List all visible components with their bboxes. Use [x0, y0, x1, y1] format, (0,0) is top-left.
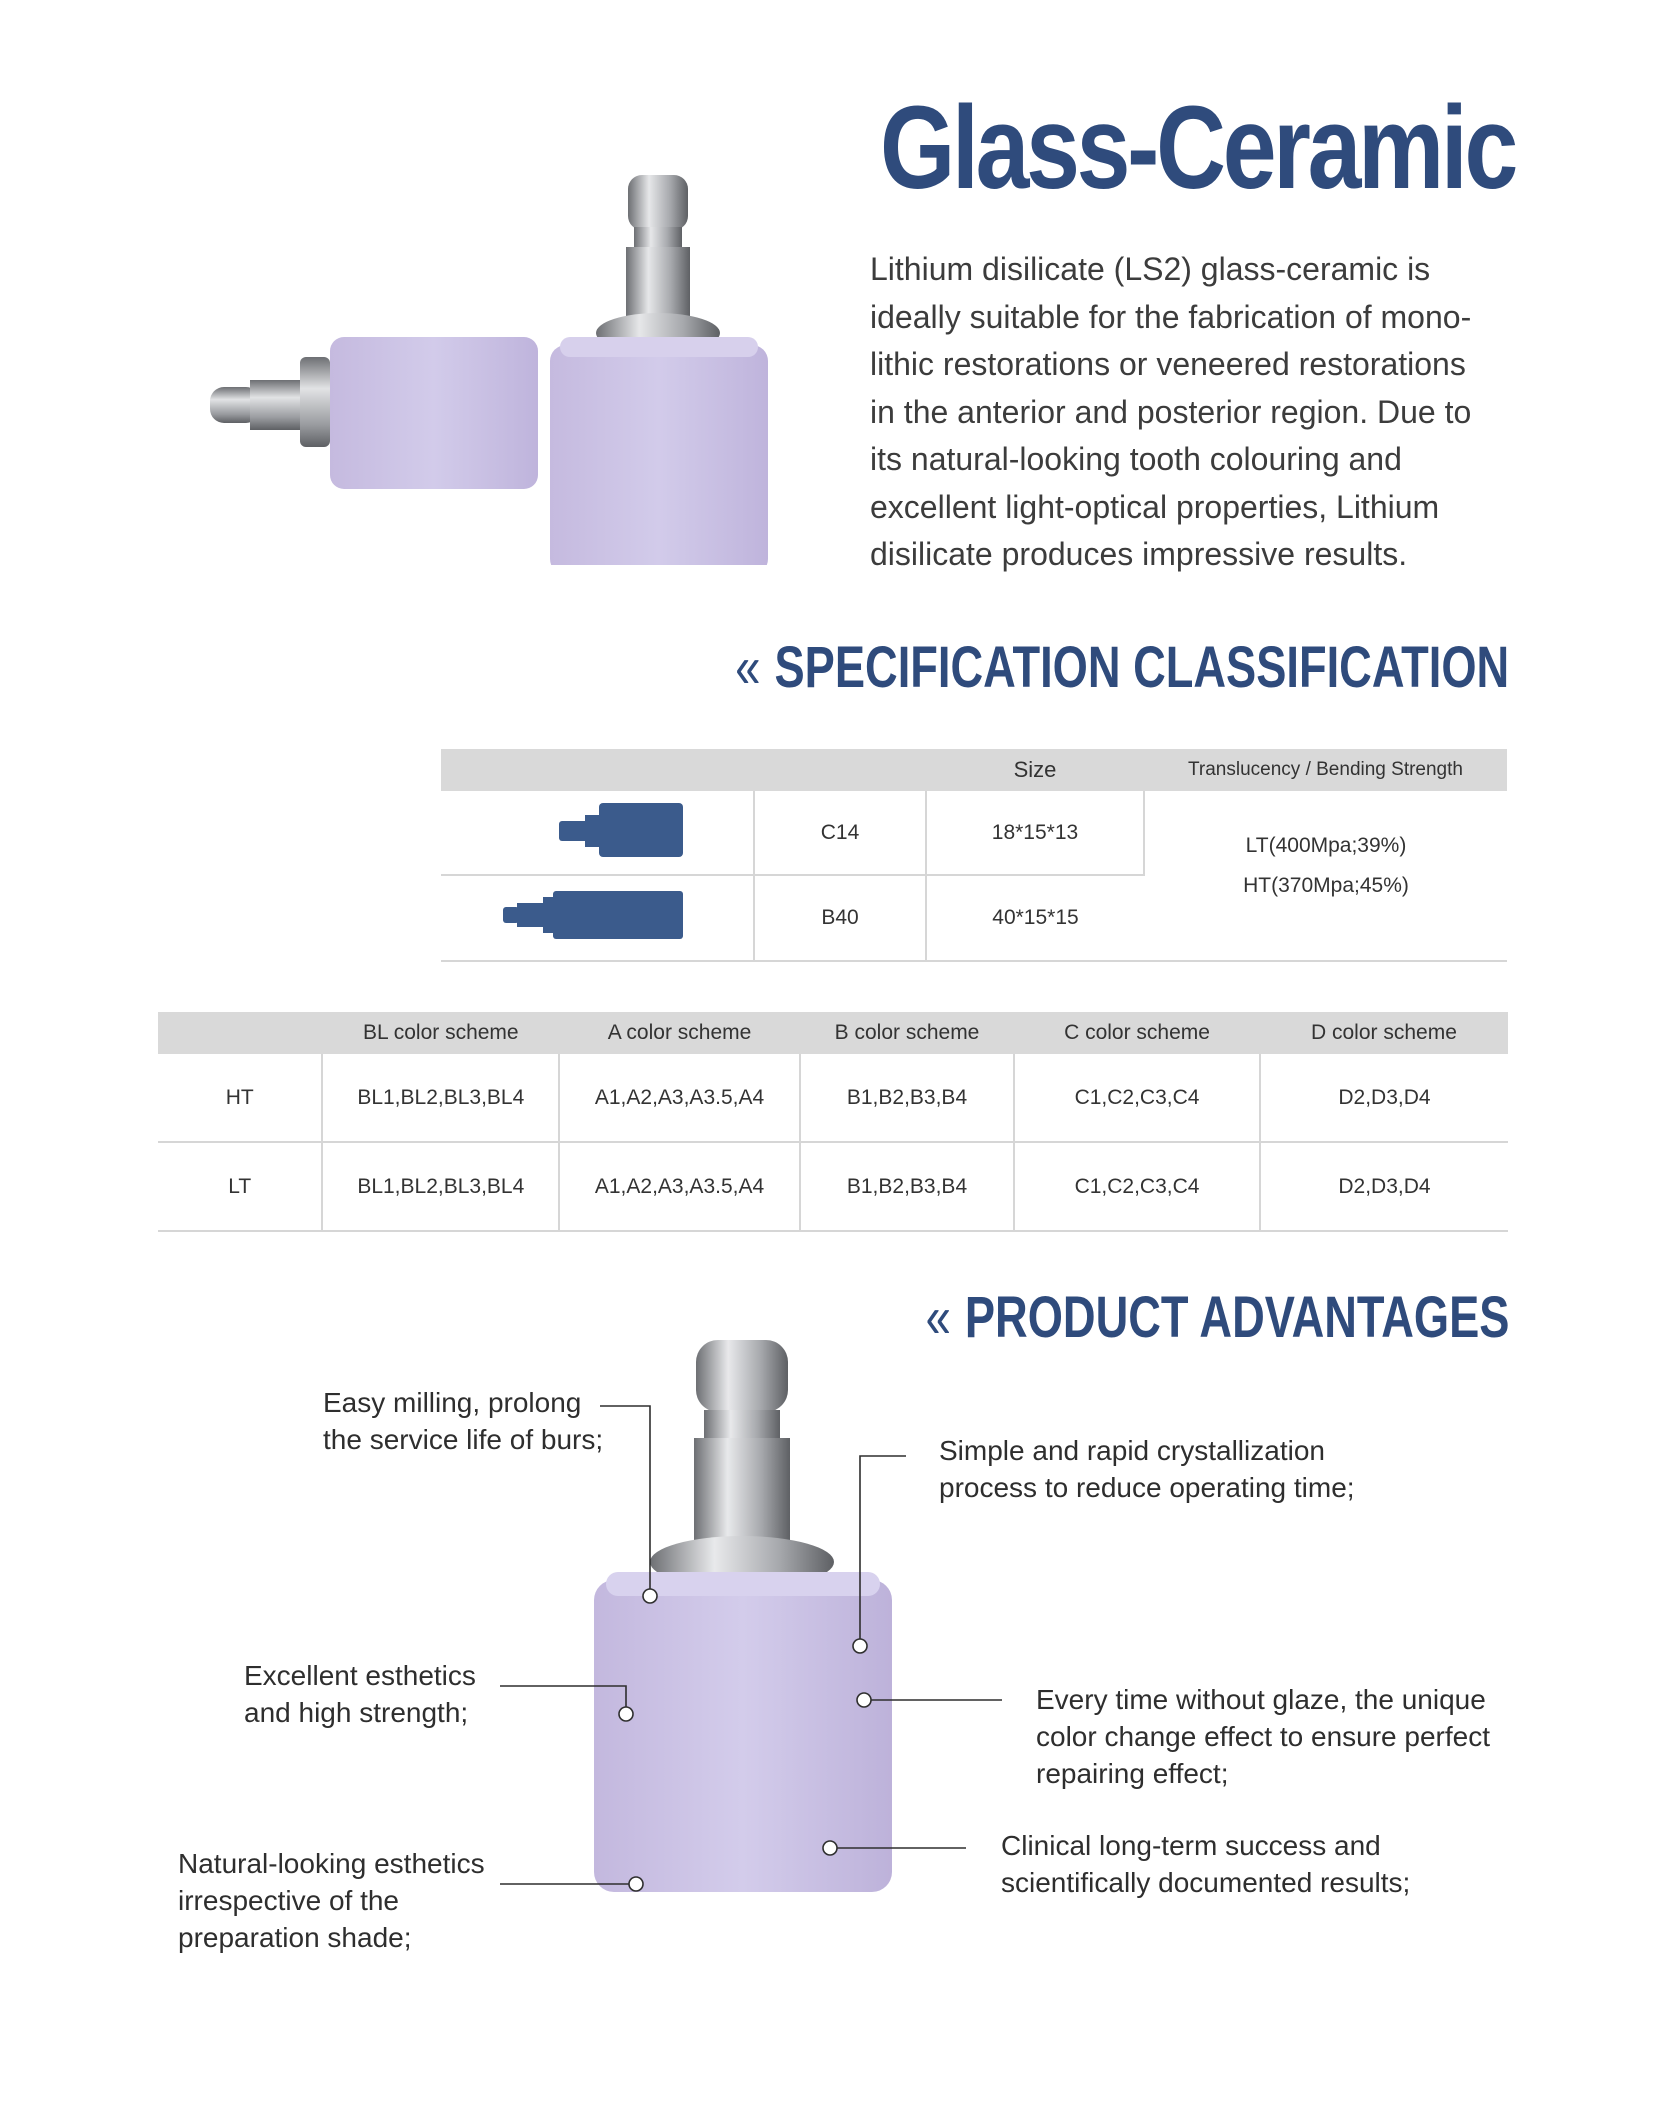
- spec-size: 18*15*13: [926, 791, 1144, 875]
- advantage-line: repairing effect;: [1036, 1758, 1229, 1789]
- advantage-line: Natural-looking esthetics: [178, 1848, 485, 1879]
- color-header-cell: A color scheme: [559, 1012, 800, 1054]
- intro-line: disilicate produces impressive results.: [870, 536, 1408, 572]
- color-header-cell: B color scheme: [800, 1012, 1014, 1054]
- advantage-esthetics: [244, 1657, 476, 1731]
- lying-block: [210, 337, 538, 489]
- color-header-cell: D color scheme: [1260, 1012, 1508, 1054]
- advantage-crystallization: [939, 1432, 1355, 1506]
- color-cell: A1,A2,A3,A3.5,A4: [559, 1142, 800, 1231]
- color-header-cell: [158, 1012, 322, 1054]
- color-cell: A1,A2,A3,A3.5,A4: [559, 1054, 800, 1142]
- spec-header-translucency: Translucency / Bending Strength: [1144, 749, 1507, 791]
- color-cell: LT: [158, 1142, 322, 1231]
- advantage-line: Excellent esthetics: [244, 1660, 476, 1691]
- spec-code: C14: [754, 791, 926, 875]
- spec-header-empty: [441, 749, 754, 791]
- block-c14-icon: [441, 791, 754, 875]
- advantage-glaze: [1036, 1681, 1490, 1792]
- double-chevron-left-icon: «: [925, 1285, 951, 1350]
- color-row-lt: [158, 1142, 1508, 1231]
- advantage-line: preparation shade;: [178, 1922, 412, 1953]
- color-header-cell: BL color scheme: [322, 1012, 559, 1054]
- spec-heading-text: SPECIFICATION CLASSIFICATION: [774, 635, 1509, 700]
- intro-paragraph: [870, 246, 1510, 579]
- intro-line: Lithium disilicate (LS2) glass-ceramic is: [870, 251, 1431, 287]
- color-cell: B1,B2,B3,B4: [800, 1054, 1014, 1142]
- color-scheme-table: [158, 1012, 1508, 1232]
- translucency-ht: HT(370Mpa;45%): [1243, 874, 1409, 897]
- standing-block: [550, 175, 768, 565]
- advantages-heading-text: PRODUCT ADVANTAGES: [964, 1285, 1509, 1350]
- spec-table: [441, 749, 1507, 962]
- color-cell: C1,C2,C3,C4: [1014, 1054, 1260, 1142]
- product-blocks-image: [190, 165, 790, 565]
- advantage-milling: [323, 1384, 603, 1458]
- color-cell: B1,B2,B3,B4: [800, 1142, 1014, 1231]
- advantage-clinical: [1001, 1827, 1410, 1901]
- double-chevron-left-icon: «: [735, 635, 761, 700]
- advantage-line: color change effect to ensure perfect: [1036, 1721, 1490, 1752]
- block-b40-icon: [441, 875, 754, 961]
- intro-line: in the anterior and posterior region. Due to: [870, 393, 1472, 430]
- color-cell: HT: [158, 1054, 322, 1142]
- spec-translucency: [1144, 791, 1507, 961]
- advantage-natural: [178, 1845, 485, 1956]
- advantage-line: Simple and rapid crystallization: [939, 1435, 1325, 1466]
- intro-line: its natural-looking tooth colouring and: [870, 441, 1402, 477]
- advantage-line: Clinical long-term success and: [1001, 1830, 1381, 1861]
- spec-row-c14: [441, 791, 1507, 875]
- spec-code: B40: [754, 875, 926, 961]
- spec-heading: [735, 634, 1509, 701]
- intro-line: lithic restorations or veneered restorations: [870, 346, 1466, 382]
- color-row-ht: [158, 1054, 1508, 1142]
- advantage-line: Easy milling, prolong: [323, 1387, 582, 1418]
- page-title: Glass-Ceramic: [880, 82, 1516, 214]
- color-cell: BL1,BL2,BL3,BL4: [322, 1054, 559, 1142]
- spec-header-row: [441, 749, 1507, 791]
- color-cell: BL1,BL2,BL3,BL4: [322, 1142, 559, 1231]
- intro-line: excellent light-optical properties, Lithium: [870, 488, 1440, 525]
- advantage-line: the service life of burs;: [323, 1424, 604, 1455]
- color-cell: D2,D3,D4: [1260, 1142, 1508, 1231]
- advantage-line: and high strength;: [244, 1697, 469, 1728]
- translucency-lt: LT(400Mpa;39%): [1245, 834, 1407, 857]
- spec-header-empty: [754, 749, 926, 791]
- advantage-line: irrespective of the: [178, 1885, 399, 1916]
- advantage-line: scientifically documented results;: [1001, 1867, 1411, 1898]
- color-cell: C1,C2,C3,C4: [1014, 1142, 1260, 1231]
- color-header-cell: C color scheme: [1014, 1012, 1260, 1054]
- spec-size: 40*15*15: [926, 875, 1144, 961]
- large-block: [594, 1340, 892, 1892]
- advantage-line: process to reduce operating time;: [939, 1472, 1355, 1503]
- advantage-line: Every time without glaze, the unique: [1036, 1684, 1486, 1715]
- color-cell: D2,D3,D4: [1260, 1054, 1508, 1142]
- spec-header-size: Size: [926, 749, 1144, 791]
- color-header-row: [158, 1012, 1508, 1054]
- intro-line: ideally suitable for the fabrication of mono-: [870, 298, 1472, 335]
